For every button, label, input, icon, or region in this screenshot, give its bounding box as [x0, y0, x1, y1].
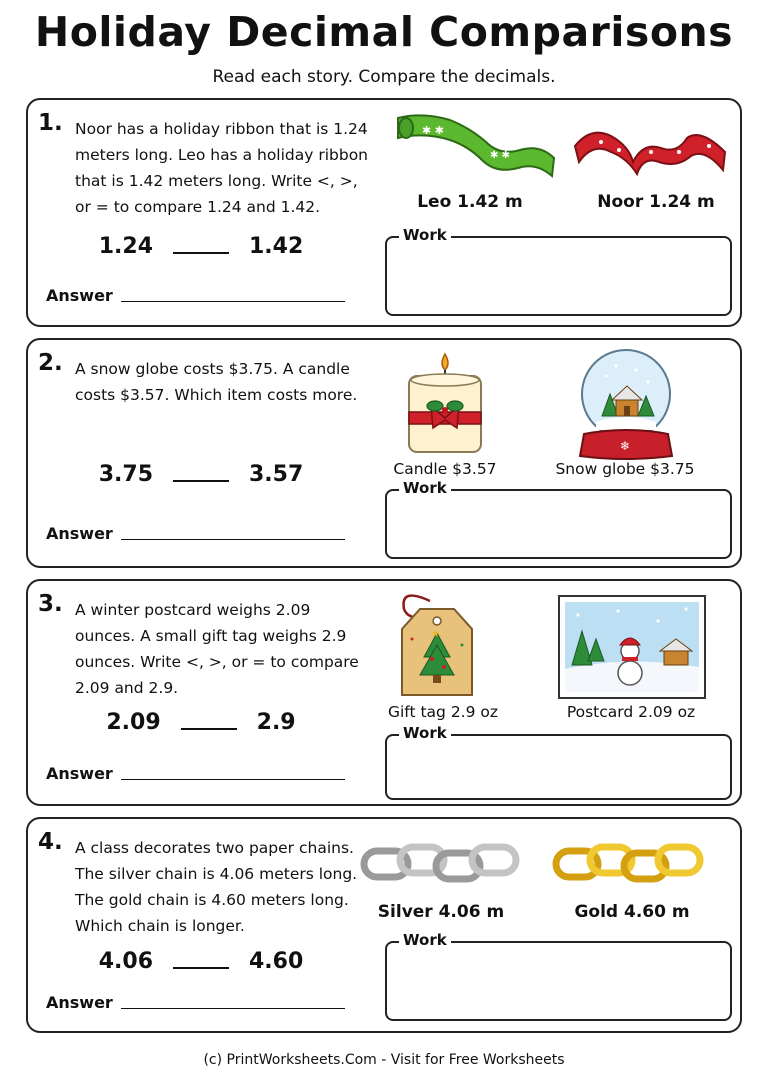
- picture-caption-left: Leo 1.42 m: [417, 192, 523, 212]
- comparison-blank[interactable]: [181, 728, 237, 730]
- footer: (c) PrintWorksheets.Com - Visit for Free Worksheets: [203, 1052, 565, 1068]
- right-value: 2.9: [256, 710, 296, 735]
- svg-text:✱ ✱: ✱ ✱: [490, 150, 510, 161]
- left-value: 1.24: [98, 234, 153, 259]
- picture-caption-left: Gift tag 2.9 oz: [387, 703, 499, 721]
- comparison: [28, 234, 374, 259]
- answer-line[interactable]: [121, 779, 345, 780]
- comparison-blank[interactable]: [173, 480, 229, 482]
- gold-chain-icon: [552, 839, 704, 889]
- work-box[interactable]: [385, 226, 732, 316]
- answer-row: [46, 993, 345, 1012]
- page-title: Holiday Decimal Comparisons: [34, 8, 734, 56]
- answer-line[interactable]: [121, 301, 345, 302]
- answer-label: Answer: [46, 524, 113, 543]
- comparison: [28, 949, 374, 974]
- picture-caption-left: Candle $3.57: [393, 460, 497, 478]
- snow-globe-icon: [576, 346, 676, 460]
- silver-chain-icon: [360, 839, 522, 889]
- work-label: Work: [399, 226, 451, 244]
- problem-number: 4.: [38, 829, 63, 855]
- comparison: [28, 462, 374, 487]
- answer-label: Answer: [46, 764, 113, 783]
- svg-text:✱ ✱: ✱ ✱: [422, 124, 444, 137]
- green-ribbon-icon: [392, 108, 560, 178]
- answer-row: [46, 524, 345, 543]
- problem-text: A winter postcard weighs 2.09 ounces. A small gift tag weighs 2.9 ounces. Write <, >, or = to compare 2.09 and 2.9.: [75, 601, 359, 697]
- left-value: 3.75: [98, 462, 153, 487]
- left-value: 4.06: [98, 949, 153, 974]
- red-ribbon-icon: [571, 122, 729, 182]
- page-subtitle: Read each story. Compare the decimals.: [212, 67, 556, 87]
- picture-caption-right: Postcard 2.09 oz: [566, 703, 696, 721]
- work-box[interactable]: [385, 931, 732, 1021]
- problem-text: Noor has a holiday ribbon that is 1.24 meters long. Leo has a holiday ribbon that is 1.42 meters long. Write <, >, or = to compare 1.24 and 1.42.: [75, 120, 369, 216]
- picture-caption-left: Silver 4.06 m: [377, 902, 505, 922]
- picture-caption-right: Gold 4.60 m: [574, 902, 690, 922]
- answer-line[interactable]: [121, 539, 345, 540]
- problem-card-2: [26, 338, 742, 568]
- problem-card-3: [26, 579, 742, 806]
- comparison: [28, 710, 374, 735]
- work-label: Work: [399, 931, 451, 949]
- problem-number: 3.: [38, 591, 63, 617]
- answer-label: Answer: [46, 993, 113, 1012]
- work-box[interactable]: [385, 479, 732, 559]
- comparison-blank[interactable]: [173, 967, 229, 969]
- problem-number: 1.: [38, 110, 63, 136]
- work-box[interactable]: [385, 724, 732, 800]
- work-label: Work: [399, 479, 451, 497]
- answer-row: [46, 286, 345, 305]
- gift-tag-icon: [390, 587, 482, 699]
- answer-label: Answer: [46, 286, 113, 305]
- left-value: 2.09: [106, 710, 161, 735]
- postcard-icon: [558, 595, 706, 699]
- answer-row: [46, 764, 345, 783]
- problem-number: 2.: [38, 350, 63, 376]
- candle-icon: [403, 350, 487, 456]
- problem-card-1: [26, 98, 742, 327]
- problem-text: A class decorates two paper chains. The silver chain is 4.06 meters long. The gold chain is 4.60 meters long. Which chain is longer.: [75, 839, 358, 935]
- answer-line[interactable]: [121, 1008, 345, 1009]
- right-value: 1.42: [249, 234, 304, 259]
- picture-caption-right: Noor 1.24 m: [597, 192, 715, 212]
- comparison-blank[interactable]: [173, 252, 229, 254]
- right-value: 3.57: [249, 462, 304, 487]
- problem-card-4: [26, 817, 742, 1033]
- problem-text: A snow globe costs $3.75. A candle costs $3.57. Which item costs more.: [75, 360, 358, 404]
- work-label: Work: [399, 724, 451, 742]
- right-value: 4.60: [249, 949, 304, 974]
- picture-caption-right: Snow globe $3.75: [555, 460, 695, 478]
- svg-text:❄: ❄: [620, 439, 631, 453]
- svg-text:★: ★: [431, 629, 440, 640]
